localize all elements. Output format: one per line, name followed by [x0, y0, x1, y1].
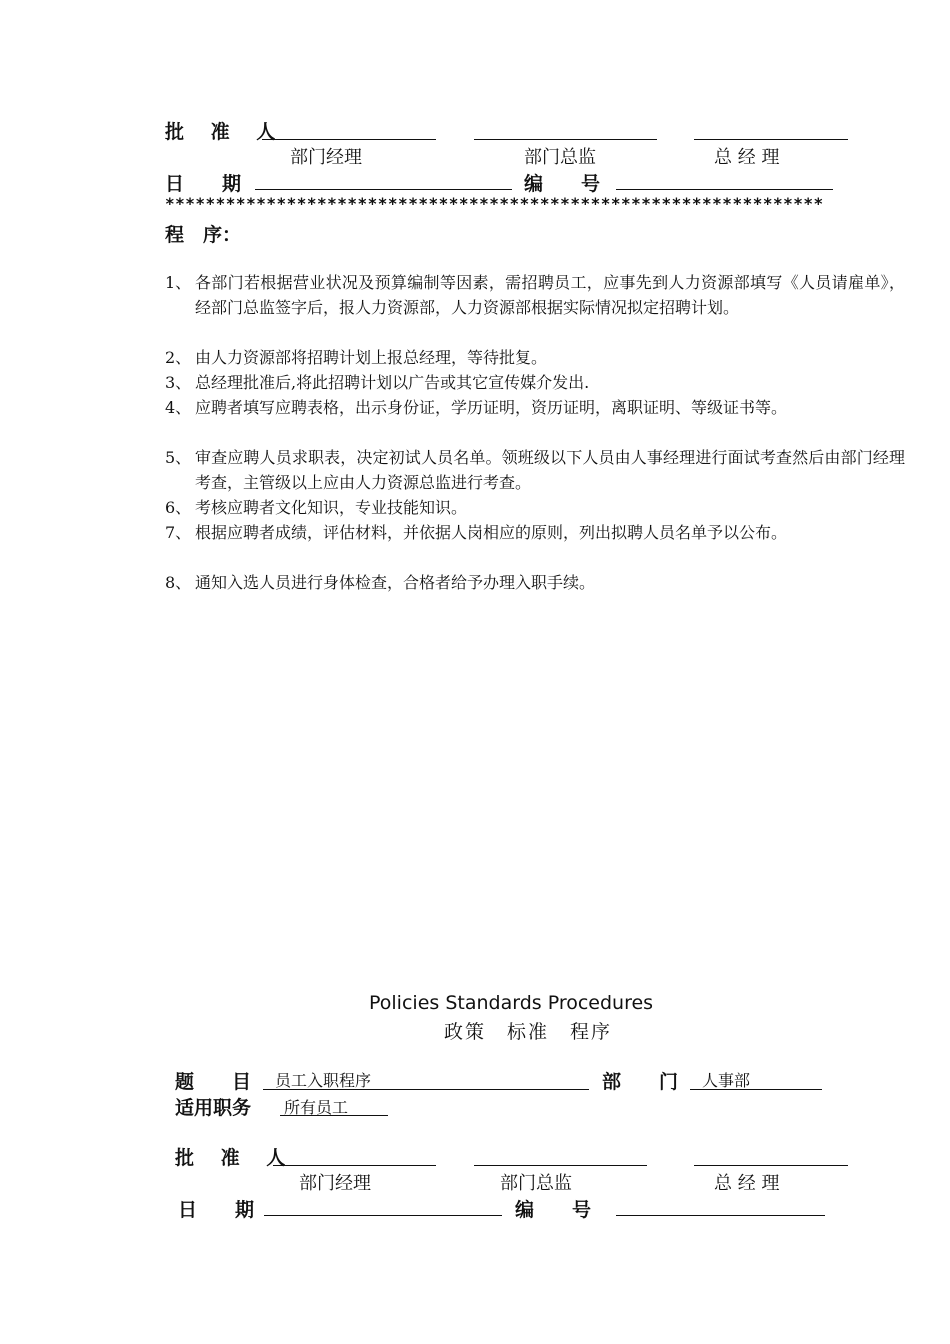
item-text: 考核应聘者文化知识，专业技能知识。 [195, 498, 468, 517]
number-field-line[interactable] [616, 1215, 825, 1216]
approver-label: 批 准 人 [165, 121, 286, 143]
item-text: 由人力资源部将招聘计划上报总经理，等待批复。 [195, 348, 548, 367]
item-text: 通知入选人员进行身体检查，合格者给予办理入职手续。 [195, 573, 596, 592]
date-label: 日 期 [178, 1199, 255, 1221]
item-number: 8、 [165, 573, 192, 592]
role-dept-manager: 部门经理 [290, 147, 362, 168]
separator-stars: ***************************************************************** [165, 194, 824, 213]
list-item [165, 395, 905, 420]
list-item [165, 270, 905, 320]
procedure-label: 程 序： [165, 224, 242, 246]
list-item [165, 495, 905, 520]
title-english: Policies Standards Procedures [369, 992, 654, 1014]
list-item [165, 345, 905, 370]
title-chinese: 政策 标准 程序 [444, 1021, 613, 1043]
number-label: 编 号 [524, 173, 601, 195]
item-number: 1、 [165, 273, 192, 292]
role-dept-manager: 部门经理 [299, 1173, 371, 1194]
role-dept-director: 部门总监 [500, 1173, 572, 1194]
dept-value[interactable]: 人事部 [702, 1071, 751, 1090]
subject-value[interactable]: 员工入职程序 [275, 1071, 372, 1090]
item-text: 根据应聘者成绩，评估材料，并依据人岗相应的原则，列出拟聘人员名单予以公布。 [195, 523, 788, 542]
dept-field-line [690, 1089, 822, 1090]
list-item [165, 570, 905, 595]
item-number: 6、 [165, 498, 192, 517]
item-number: 7、 [165, 523, 192, 542]
signature-line-dept-director[interactable] [474, 1165, 647, 1166]
role-general-manager: 总 经 理 [714, 147, 780, 168]
item-number: 4、 [165, 398, 192, 417]
dept-label: 部 门 [602, 1071, 679, 1093]
item-text: 各部门若根据营业状况及预算编制等因素，需招聘员工，应事先到人力资源部填写《人员请雇单》，经部门总监签字后，报人力资源部，人力资源部根据实际情况拟定招聘计划。 [195, 273, 905, 317]
item-number: 5、 [165, 448, 192, 467]
number-label: 编 号 [515, 1199, 592, 1221]
signature-line-general-manager[interactable] [694, 1165, 848, 1166]
role-dept-director: 部门总监 [524, 147, 596, 168]
signature-line-dept-manager[interactable] [262, 139, 436, 140]
date-label: 日 期 [165, 173, 242, 195]
applies-value[interactable]: 所有员工 [284, 1098, 349, 1117]
signature-line-dept-manager[interactable] [273, 1165, 436, 1166]
date-field-line[interactable] [255, 189, 512, 190]
signature-line-general-manager[interactable] [694, 139, 848, 140]
date-field-line[interactable] [264, 1215, 502, 1216]
applies-field-line [280, 1115, 388, 1116]
signature-line-dept-director[interactable] [474, 139, 657, 140]
list-item [165, 445, 905, 495]
item-number: 2、 [165, 348, 192, 367]
item-number: 3、 [165, 373, 192, 392]
list-item [165, 520, 905, 545]
number-field-line[interactable] [616, 189, 833, 190]
subject-field-line [263, 1089, 589, 1090]
item-text: 应聘者填写应聘表格，出示身份证，学历证明，资历证明，离职证明、等级证书等。 [195, 398, 788, 417]
applies-label: 适用职务 [175, 1097, 252, 1119]
role-general-manager: 总 经 理 [714, 1173, 780, 1194]
list-item [165, 370, 905, 395]
approver-label: 批 准 人 [175, 1147, 296, 1169]
item-text: 审查应聘人员求职表，决定初试人员名单。领班级以下人员由人事经理进行面试考查然后由部门经理考查，主管级以上应由人力资源总监进行考查。 [195, 448, 905, 492]
item-text: 总经理批准后,将此招聘计划以广告或其它宣传媒介发出. [195, 373, 590, 392]
subject-label: 题 目 [175, 1071, 252, 1093]
